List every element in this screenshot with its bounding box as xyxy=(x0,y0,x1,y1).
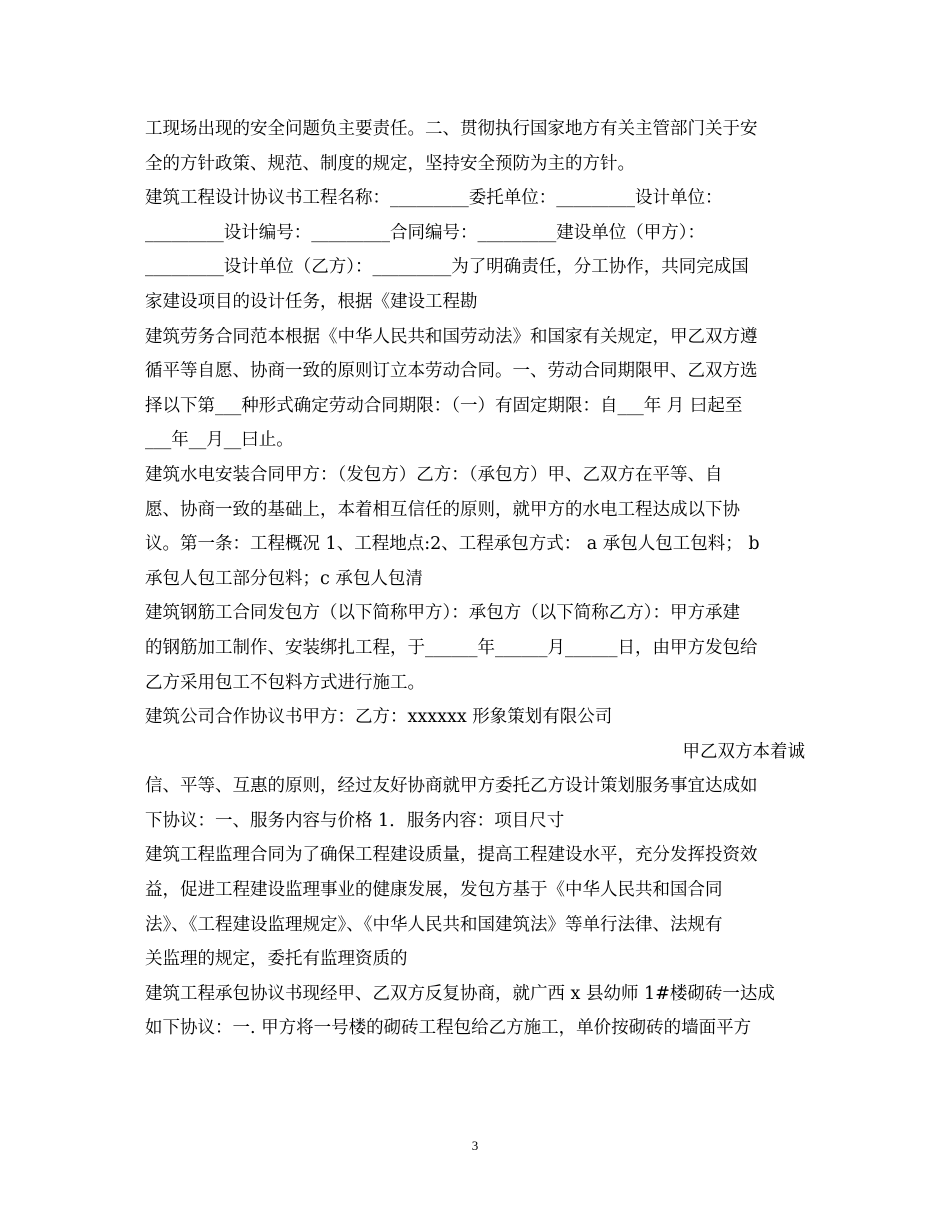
page-number: 3 xyxy=(471,1138,479,1153)
text-line: 乙方采用包工不包料方式进行施工。 xyxy=(145,672,425,693)
text-line: 择以下第___种形式确定劳动合同期限：（一）有固定期限：自___年 月 曰起至 xyxy=(145,395,743,416)
text-line: 关监理的规定，委托有监理资质的 xyxy=(145,949,408,970)
text-line: 循平等自愿、协商一致的原则订立本劳动合同。一、劳动合同期限甲、乙双方选 xyxy=(145,361,758,382)
text-line: 家建设项目的设计任务，根据《建设工程勘 xyxy=(145,291,478,312)
text-line: 下协议：一、服务内容与价格 1．服务内容：项目尺寸 xyxy=(145,810,565,831)
text-line: 建筑水电安装合同甲方：（发包方）乙方：（承包方）甲、乙双方在平等、自 xyxy=(145,464,723,485)
text-line: 如下协议：一. 甲方将一号楼的砌砖工程包给乙方施工，单价按砌砖的墙面平方 xyxy=(145,1018,752,1039)
text-line: 建筑工程监理合同为了确保工程建设质量，提高工程建设水平，充分发挥投资效 xyxy=(145,845,758,866)
text-line-right-aligned: 甲乙双方本着诚 xyxy=(682,741,805,762)
text-line: _________设计单位（乙方）：_________为了明确责任，分工协作，共同完成国 xyxy=(145,257,749,278)
text-line: 建筑钢筋工合同发包方（以下简称甲方）：承包方（以下简称乙方）：甲方承建 xyxy=(145,603,740,624)
text-line: 益，促进工程建设监理事业的健康发展，发包方基于《中华人民共和国合同 xyxy=(145,880,723,901)
text-line: 建筑工程承包协议书现经甲、乙双方反复协商，就广西 x 县幼师 1#楼砌砖一达成 xyxy=(145,983,775,1004)
text-line: 愿、协商一致的基础上，本着相互信任的原则，就甲方的水电工程达成以下协 xyxy=(145,499,740,520)
text-line: 的钢筋加工制作、安装绑扎工程，于______年______月______日，由甲方发包给 xyxy=(145,637,758,658)
text-line: 建筑劳务合同范本根据《中华人民共和国劳动法》和国家有关规定，甲乙双方遵 xyxy=(145,326,758,347)
text-line: 信、平等、互惠的原则，经过友好协商就甲方委托乙方设计策划服务事宜达成如 xyxy=(145,776,758,797)
text-line: 法》、《工程建设监理规定》、《中华人民共和国建筑法》等单行法律、法规有 xyxy=(145,914,723,935)
text-line: 全的方针政策、规范、制度的规定，坚持安全预防为主的方针。 xyxy=(145,153,635,174)
text-line: 建筑公司合作协议书甲方：乙方：xxxxxx 形象策划有限公司 xyxy=(145,707,613,728)
text-line: 工现场出现的安全问题负主要责任。二、贯彻执行国家地方有关主管部门关于安 xyxy=(145,119,758,139)
text-line: ___年__月__曰止。 xyxy=(145,430,294,451)
text-line: _________设计编号：_________合同编号：_________建设单位（甲方）： xyxy=(145,222,705,243)
document-body xyxy=(145,112,805,1046)
text-line: 建筑工程设计协议书工程名称：_________委托单位：_________设计单位： xyxy=(145,188,723,209)
text-line: 承包人包工部分包料；c 承包人包清 xyxy=(145,568,423,589)
text-line: 议。第一条：工程概况 1、工程地点:2、工程承包方式： a 承包人包工包料； b xyxy=(145,534,760,555)
